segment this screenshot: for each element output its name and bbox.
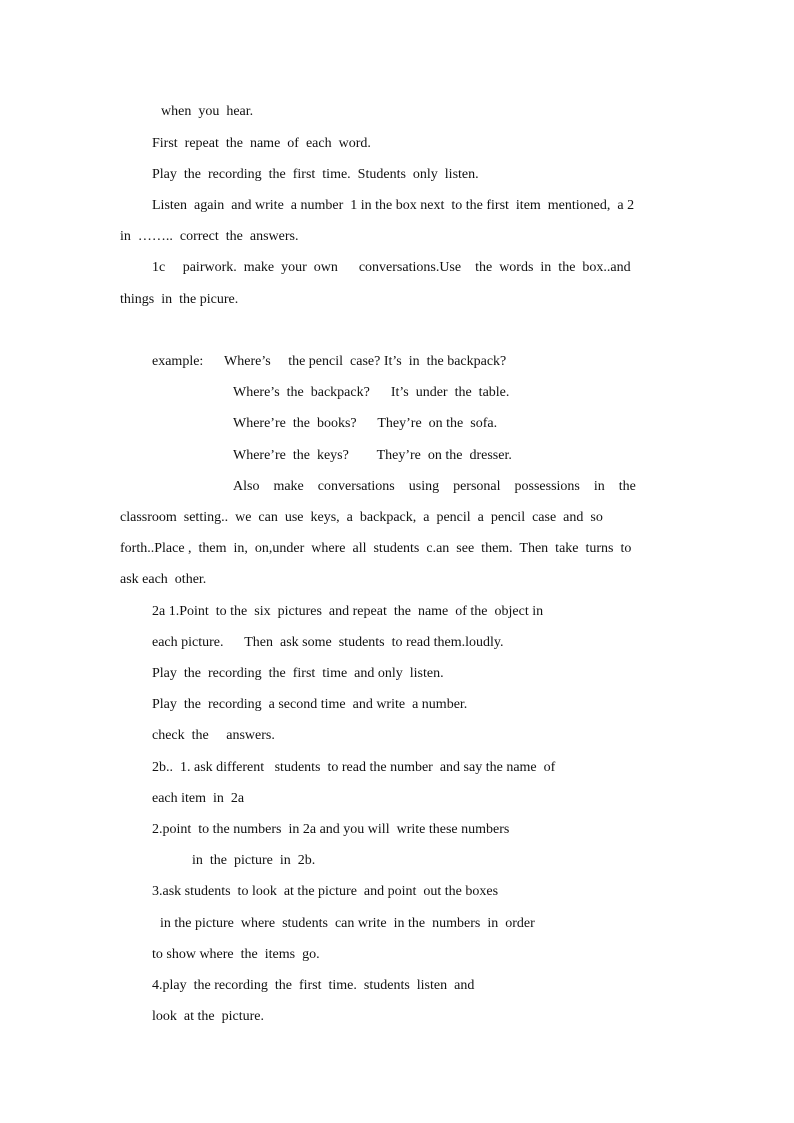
text-line: forth..Place , them in, on,under where all students c.an see them. Then take turns to bbox=[120, 541, 632, 556]
text-line: each picture. Then ask some students to read them.loudly. bbox=[152, 635, 504, 650]
text-line: in the picture where students can write in the numbers in order bbox=[160, 916, 535, 931]
text-line: 4.play the recording the first time. students listen and bbox=[152, 978, 475, 993]
text-line: Play the recording the first time and only listen. bbox=[152, 666, 444, 681]
text-line: things in the picure. bbox=[120, 292, 239, 307]
text-line: look at the picture. bbox=[152, 1009, 264, 1024]
text-line: Play the recording the first time. Students only listen. bbox=[152, 167, 479, 182]
text-line: to show where the items go. bbox=[152, 947, 320, 962]
text-line: check the answers. bbox=[152, 728, 275, 743]
text-line: 2b.. 1. ask different students to read the number and say the name of bbox=[152, 760, 556, 775]
text-line: example: Where’s the pencil case? It’s in the backpack? bbox=[152, 354, 507, 369]
text-line: Where’s the backpack? It’s under the table. bbox=[233, 385, 510, 400]
text-line: 2.point to the numbers in 2a and you will write these numbers bbox=[152, 822, 510, 837]
text-line: classroom setting.. we can use keys, a backpack, a pencil a pencil case and so bbox=[120, 510, 603, 525]
text-line: First repeat the name of each word. bbox=[152, 136, 371, 151]
text-line: in the picture in 2b. bbox=[192, 853, 316, 868]
text-line: Where’re the keys? They’re on the dresser. bbox=[233, 448, 512, 463]
text-line: Also make conversations using personal possessions in the bbox=[233, 479, 636, 494]
text-line: Play the recording a second time and write a number. bbox=[152, 697, 468, 712]
text-line: 2a 1.Point to the six pictures and repeat the name of the object in bbox=[152, 604, 544, 619]
text-line: 3.ask students to look at the picture and point out the boxes bbox=[152, 884, 499, 899]
text-line: each item in 2a bbox=[152, 791, 245, 806]
text-line: ask each other. bbox=[120, 572, 207, 587]
text-line: when you hear. bbox=[161, 104, 254, 119]
text-line: in …….. correct the answers. bbox=[120, 229, 299, 244]
text-line: Listen again and write a number 1 in the box next to the first item mentioned, a 2 bbox=[152, 198, 635, 213]
text-line: 1c pairwork. make your own conversations.Use the words in the box..and bbox=[152, 260, 631, 275]
text-line: Where’re the books? They’re on the sofa. bbox=[233, 416, 498, 431]
